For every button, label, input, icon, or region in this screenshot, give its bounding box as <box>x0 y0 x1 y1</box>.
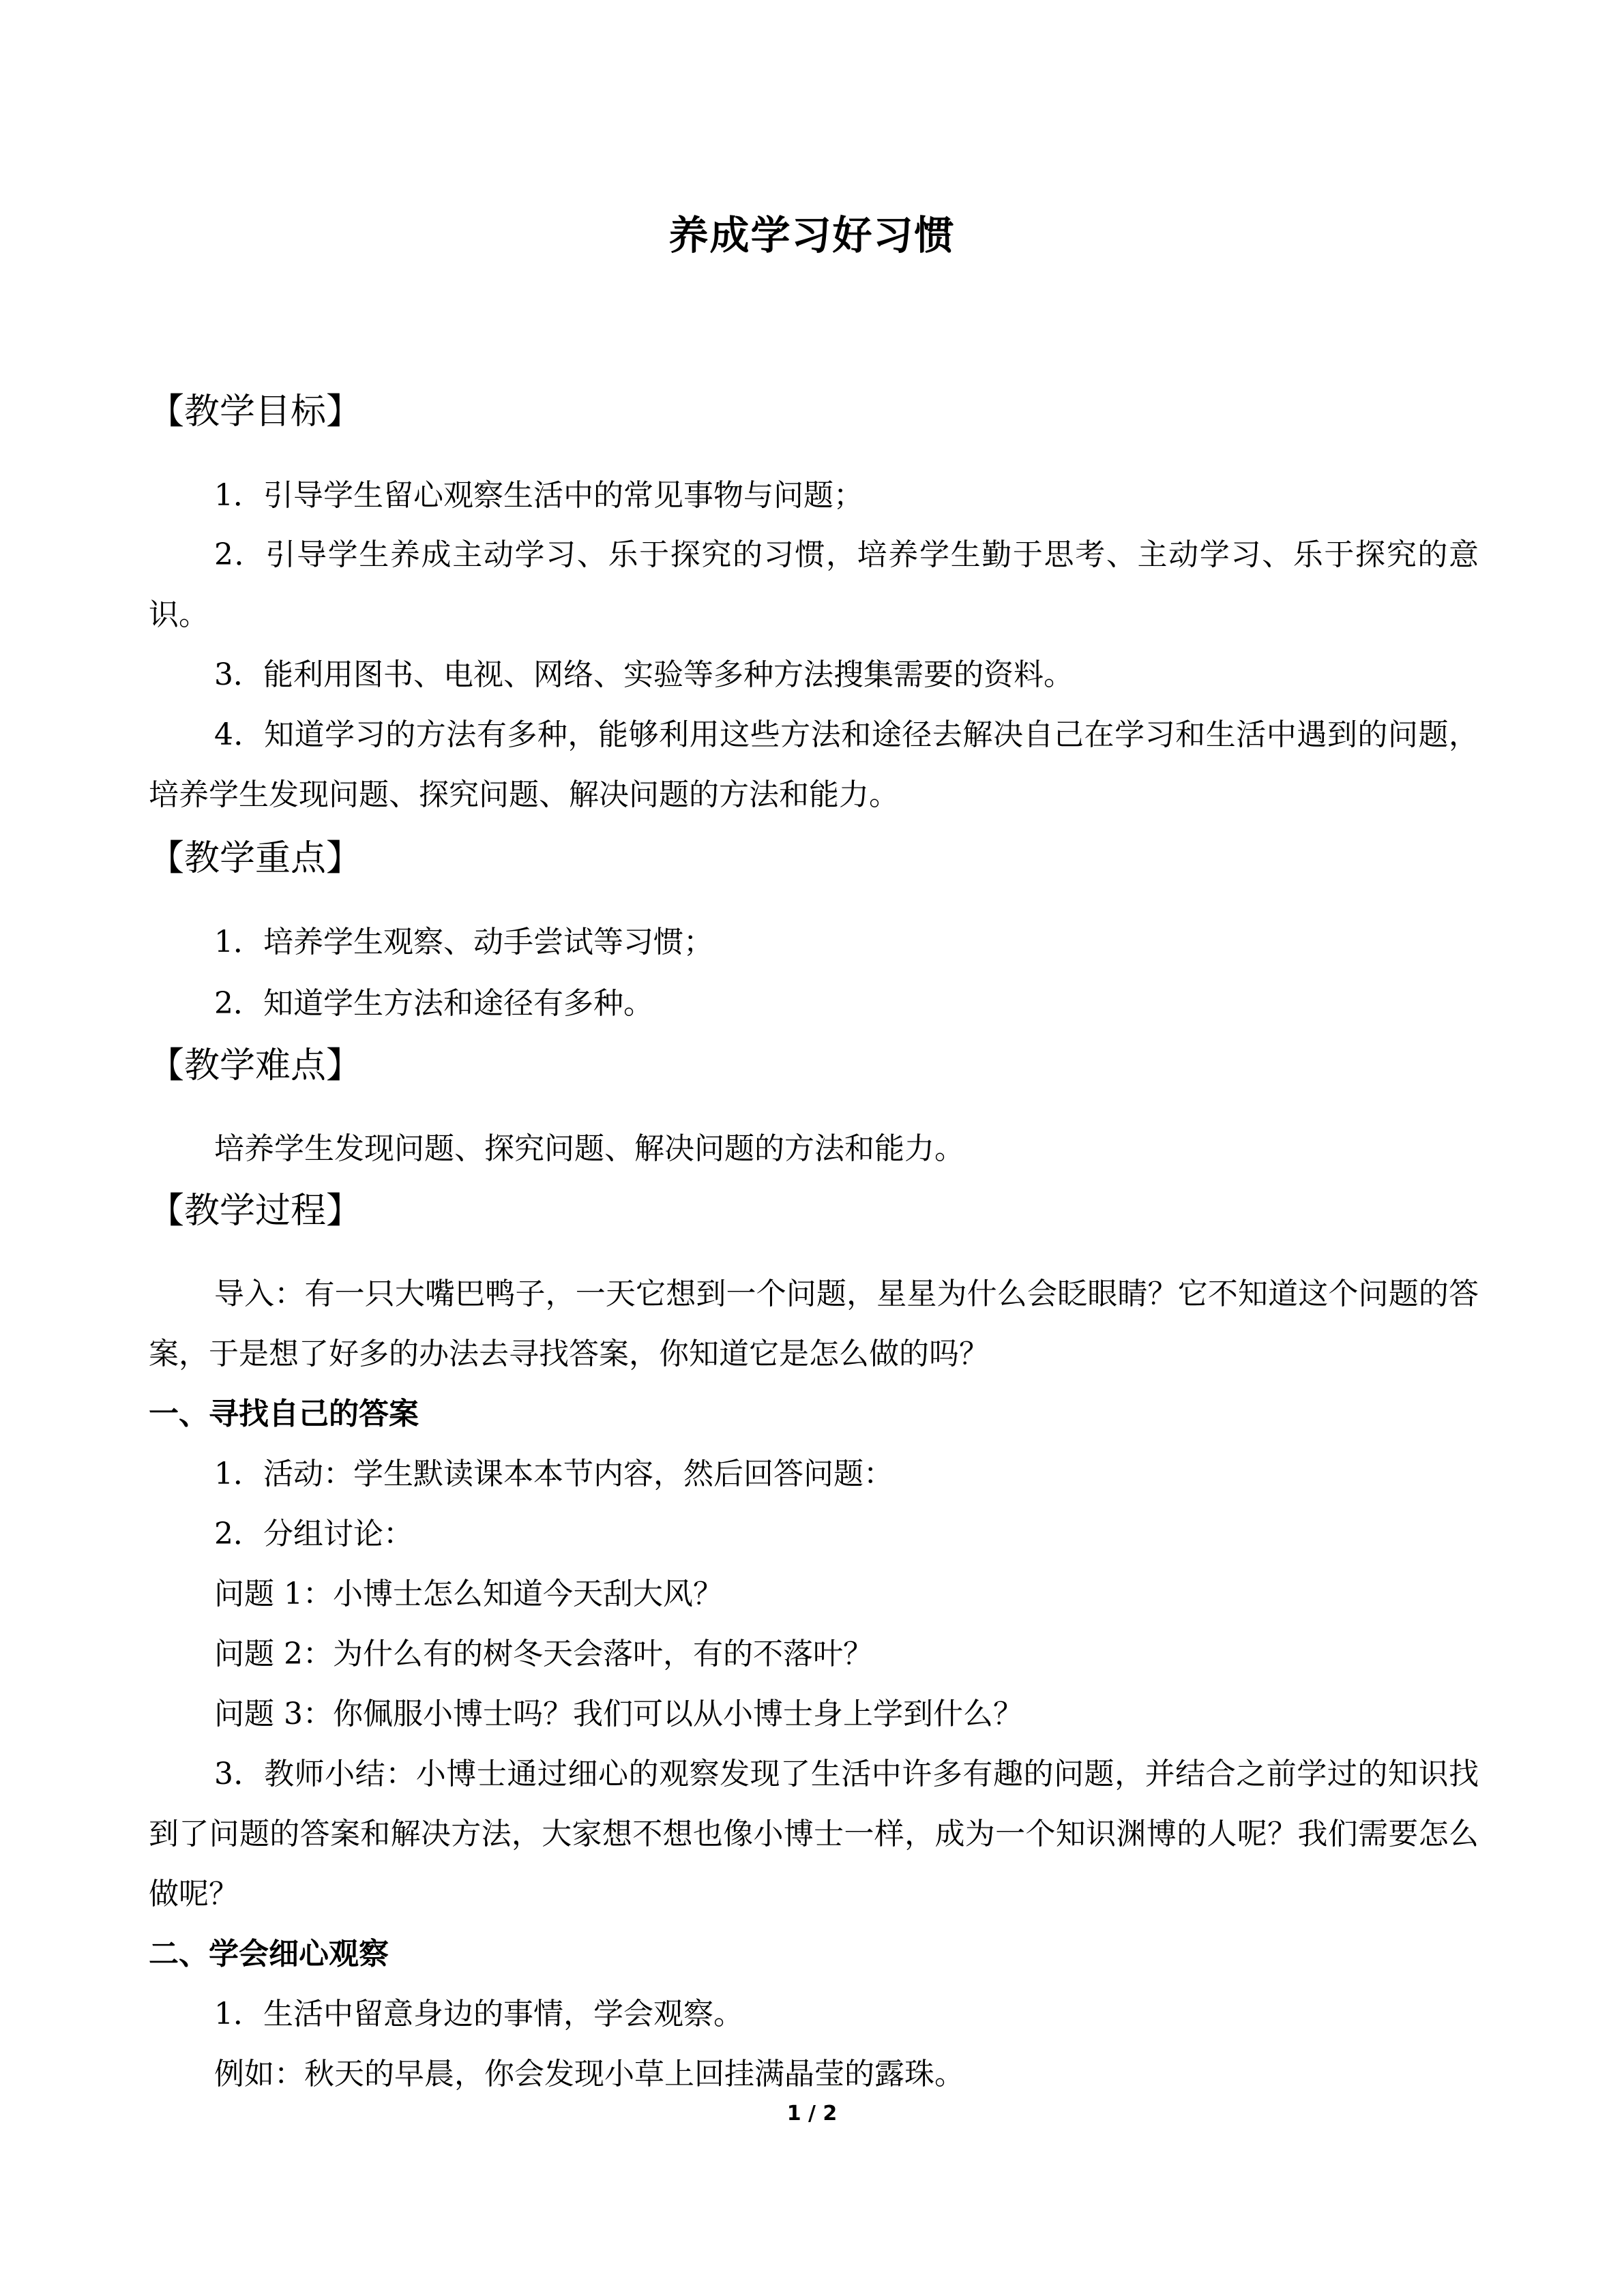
process-part1-line-2: 2．分组讨论： <box>214 1517 413 1551</box>
process-part2-line-1: 1．生活中留意身边的事情，学会观察。 <box>214 1997 743 2031</box>
objective-item-1: 1．引导学生留心观察生活中的常见事物与问题； <box>214 478 863 513</box>
objective-item-3: 3．能利用图书、电视、网络、实验等多种方法搜集需要的资料。 <box>214 657 1074 692</box>
process-part1-line-4: 问题 2：为什么有的树冬天会落叶，有的不落叶？ <box>214 1637 873 1671</box>
process-part1-line-3: 问题 1：小博士怎么知道今天刮大风？ <box>214 1577 723 1611</box>
section-heading-difficulties: 【教学难点】 <box>149 1045 362 1086</box>
process-part1-summary: 3．教师小结：小博士通过细心的观察发现了生活中许多有趣的问题，并结合之前学过的知识找到了问题的答案和解决方法，大家想不想也像小博士一样，成为一个知识渊博的人呢？我们需要怎么做呢？ <box>149 1757 1479 1911</box>
page-number: 1 / 2 <box>786 2102 838 2126</box>
process-part2-line-2: 例如：秋天的早晨，你会发现小草上回挂满晶莹的露珠。 <box>214 2057 964 2091</box>
objective-item-2: 2．引导学生养成主动学习、乐于探究的习惯，培养学生勤于思考、主动学习、乐于探究的意识。 <box>149 537 1479 632</box>
process-intro: 导入：有一只大嘴巴鸭子，一天它想到一个问题，星星为什么会眨眼睛？它不知道这个问题的答案，于是想了好多的办法去寻找答案，你知道它是怎么做的吗？ <box>149 1277 1479 1371</box>
process-part1-heading: 一、寻找自己的答案 <box>149 1397 419 1431</box>
document-title: 养成学习好习惯 <box>668 212 956 258</box>
process-part2-heading: 二、学会细心观察 <box>149 1937 389 1971</box>
difficulty-item-1: 培养学生发现问题、探究问题、解决问题的方法和能力。 <box>214 1131 964 1166</box>
section-heading-key-points: 【教学重点】 <box>149 838 362 879</box>
key-point-item-1: 1．培养学生观察、动手尝试等习惯； <box>214 925 713 959</box>
section-heading-objectives: 【教学目标】 <box>149 391 362 432</box>
process-part1-line-1: 1．活动：学生默读课本本节内容，然后回答问题： <box>214 1457 894 1491</box>
section-heading-process: 【教学过程】 <box>149 1191 362 1232</box>
key-point-item-2: 2．知道学生方法和途径有多种。 <box>214 986 653 1021</box>
process-part1-line-5: 问题 3：你佩服小博士吗？我们可以从小博士身上学到什么？ <box>214 1697 1023 1731</box>
objective-item-4: 4．知道学习的方法有多种，能够利用这些方法和途径去解决自己在学习和生活中遇到的问题，培养学生发现问题、探究问题、解决问题的方法和能力。 <box>149 717 1479 812</box>
